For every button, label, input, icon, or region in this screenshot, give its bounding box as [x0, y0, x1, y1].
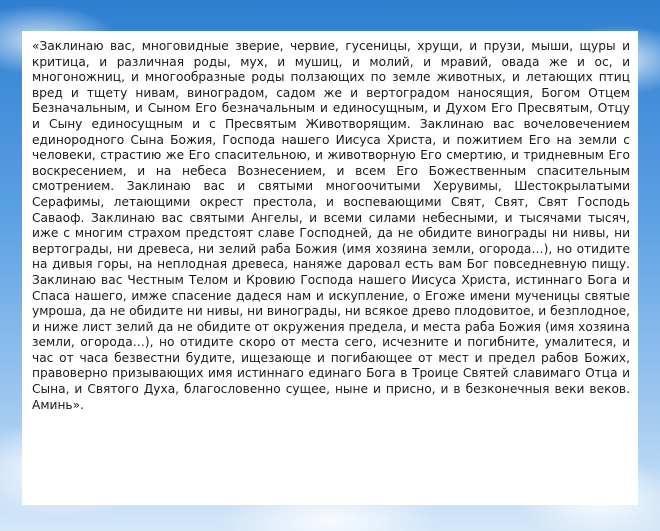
prayer-text: «Заклинаю вас, многовидные зверие, червие, гусеницы, хрущи, и прузи, мыши, щуры и критица, и различная роды, мух, и мушиц, и молий, и мравий, овада же и ос, и многоножниц, и многообразные роды ползающих по земле животных, и летающих птиц вред и тщету нивам, виноградом, садом же и вертоградом наносящия, Богом Отцем Безначальным, и Сыном Его безначальным и единосущным, и Духом Его Пресвятым, Отцу и Сыну единосущным и с Пресвятым Животворящим. Заклинаю вас вочеловечением единородного Сына Божия, Господа нашего Иисуса Христа, и пожитием Его на земли с человеки, страстию же Его спасительною, и животворную Его смертию, и тридневным Его воскресением, и на небеса Вознесением, и всем Его Божественным спасительным смотрением. Заклинаю вас и святыми многоочитыми Херувимы, Шестокрылатыми Серафимы, летающими окрест престола, и воспевающими Свят, Свят, Свят Господь Саваоф. Заклинаю вас святыми Ангелы, и всеми силами небесными, и тысячами тысяч, иже с многим страхом предстоят славе Господней, да не обидите винограды ни нивы, ни вертограды, ни древеса, ни зелий раба Божия (имя хозяина земли, огорода…), но отидите на дивыя горы, на неплодная древеса, наняже даровал есть вам Бог повседневную пищу. Заклинаю вас Честным Телом и Кровию Господа нашего Иисуса Христа, истиннаго Бога и Спаса нашего, имже спасение дадеся нам и искупление, о Егоже имени мученицы святые умроша, да не обидите ни нивы, ни винограды, ни всякое древо плодовитое, и безплодное, и ниже лист зелий да не обидите от окружения предела, и места раба Божия (имя хозяина земли, огорода…), но отидите скоро от места сего, исчезните и погибните, умалитеся, и час от часа безвестни будите, ищезающе и погибающее от мест и предел рабов Божих, правоверно призывающих имя истиннаго единаго Бога в Троице Святей славимаго Отца и Сына, и Святого Духа, благословенно сущее, ныне и присно, и в безконечныя веки веков. Аминь».: [32, 39, 630, 412]
text-panel: [22, 31, 638, 505]
